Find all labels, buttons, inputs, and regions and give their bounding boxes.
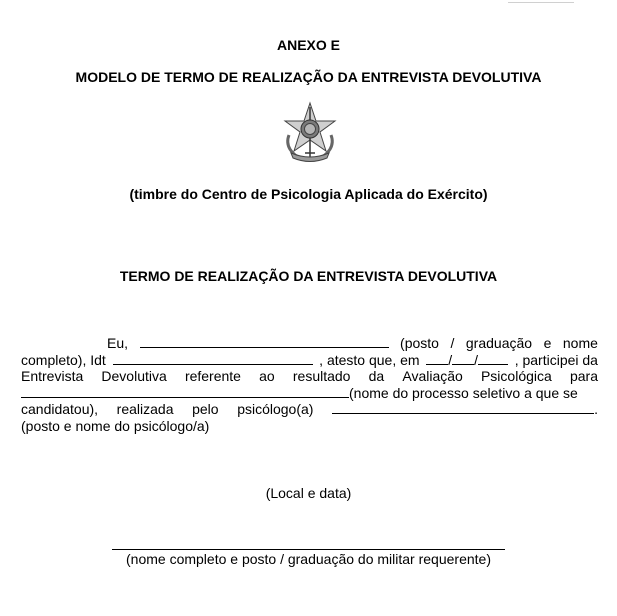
word: Entrevista	[21, 368, 84, 384]
psychologist-blank-group	[332, 401, 598, 418]
word: pelo	[192, 401, 219, 417]
signature-line[interactable]	[112, 549, 505, 550]
word: Devolutiva	[101, 368, 167, 384]
word: Eu,	[107, 335, 129, 351]
word: da	[368, 368, 385, 384]
word: completo), Idt	[21, 351, 106, 368]
word: .	[594, 401, 598, 417]
word: Avaliação	[402, 368, 463, 384]
word: para	[569, 368, 598, 384]
body-line-2	[21, 352, 598, 369]
word: Psicológica	[480, 368, 552, 384]
full-name-blank[interactable]	[140, 335, 389, 348]
word: (posto	[400, 335, 439, 351]
word: resultado	[292, 368, 351, 384]
word: /	[450, 335, 455, 351]
page-top-mark	[508, 0, 574, 3]
model-title: MODELO DE TERMO DE REALIZAÇÃO DA ENTREVISTA DEVOLUTIVA	[75, 69, 542, 85]
body-line-5	[21, 401, 598, 418]
term-title: TERMO DE REALIZAÇÃO DA ENTREVISTA DEVOLUTIVA	[119, 268, 498, 284]
date-blank-group	[426, 352, 508, 369]
body-line-3	[21, 368, 598, 385]
id-number-blank[interactable]	[113, 352, 313, 365]
body-line-1	[21, 335, 598, 352]
letterhead-note: (timbre do Centro de Psicologia Aplicada do Exército)	[129, 186, 488, 202]
month-blank[interactable]	[452, 352, 474, 365]
day-blank[interactable]	[426, 352, 448, 365]
date-separator: /	[474, 351, 479, 368]
body-line-4	[21, 385, 598, 402]
selection-process-blank[interactable]	[21, 385, 349, 398]
word: candidatou),	[21, 401, 99, 417]
word: , participei da	[514, 351, 598, 368]
year-blank[interactable]	[478, 352, 508, 365]
psychologist-blank[interactable]	[332, 401, 594, 414]
brazil-coat-of-arms-icon	[279, 101, 341, 163]
word: referente	[184, 368, 241, 384]
place-date-label: (Local e data)	[265, 485, 352, 501]
word: graduação	[465, 335, 533, 351]
signature-caption: (nome completo e posto / graduação do militar requerente)	[126, 551, 491, 567]
annex-label: ANEXO E	[276, 37, 340, 53]
word: ao	[259, 368, 275, 384]
word: nome	[562, 335, 598, 351]
word: e	[543, 335, 552, 351]
word: , atesto que, em	[319, 351, 420, 368]
date-separator: /	[448, 351, 453, 368]
word: realizada	[116, 401, 174, 417]
word: (posto e nome do psicólogo/a)	[21, 417, 210, 434]
word: psicólogo(a)	[237, 401, 314, 417]
body-line-6	[21, 418, 598, 435]
word: (nome do processo seletivo a que se	[349, 384, 578, 401]
term-body	[21, 335, 598, 434]
